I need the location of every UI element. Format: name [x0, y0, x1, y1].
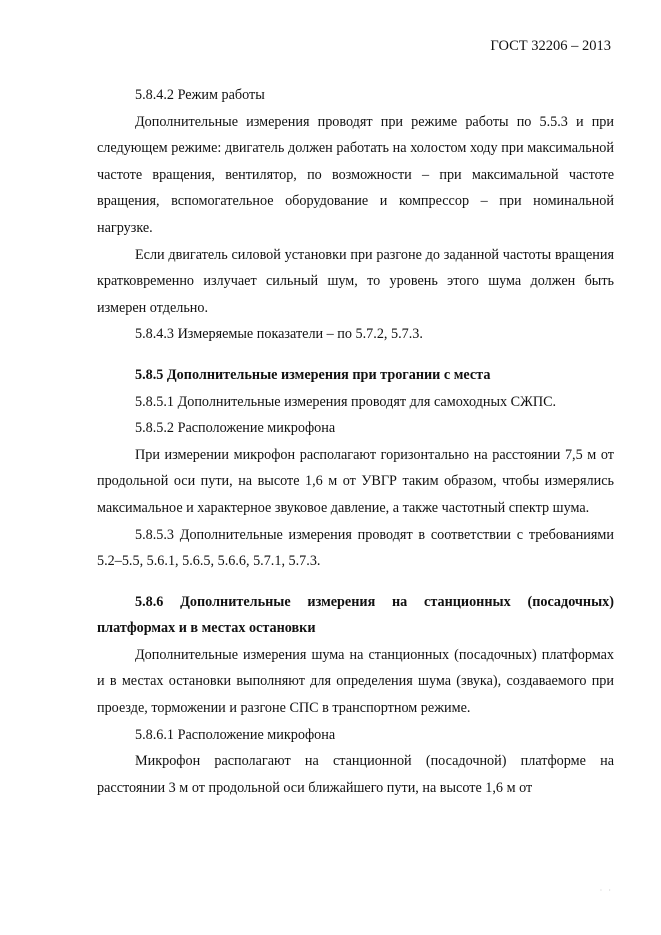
- subsection-5-8-6-1-heading: 5.8.6.1 Расположение микрофона: [135, 726, 336, 743]
- section-spacer: [97, 575, 614, 589]
- subsection-5-8-5-1-paragraph: 5.8.5.1 Дополнительные измерения проводят для самоходных СЖПС.: [135, 393, 557, 410]
- subsection-5-8-4-3-paragraph: 5.8.4.3 Измеряемые показатели – по 5.7.2, 5.7.3.: [135, 326, 423, 343]
- section-spacer: [97, 348, 614, 362]
- section-5-8-5-heading: 5.8.5 Дополнительные измерения при трогании с места: [135, 366, 491, 383]
- microphone-position-paragraph: При измерении микрофон располагают горизонтально на расстоянии 7,5 м от продольной оси пути, на высоте 1,6 м от УВГР таким образом, чтобы измерялись максимальное и характерное звуковое давление, а также частотный спектр шума.: [97, 446, 614, 516]
- operating-mode-paragraph: Дополнительные измерения проводят при режиме работы по 5.5.3 и при следующем режиме: двигатель должен работать на холостом ходу при максимальной частоте вращения, вентилятор, по возможности – при максимальной частоте вращения, вспомогательное оборудование и компрессор – при номинальной нагрузке.: [97, 113, 614, 236]
- engine-noise-paragraph: Если двигатель силовой установки при разгоне до заданной частоты вращения кратковременно излучает сильный шум, то уровень этого шума должен быть измерен отдельно.: [97, 246, 614, 316]
- subsection-5-8-4-2-heading: 5.8.4.2 Режим работы: [135, 87, 265, 103]
- subsection-5-8-5-2-heading: 5.8.5.2 Расположение микрофона: [135, 420, 336, 437]
- page-footer-marks: · ·: [599, 886, 613, 895]
- subsection-5-8-5-3-paragraph: 5.8.5.3 Дополнительные измерения проводят в соответствии с требованиями 5.2–5.5, 5.6.1, 5.6.5, 5.6.6, 5.7.1, 5.7.3.: [97, 526, 614, 570]
- platform-microphone-paragraph: Микрофон располагают на станционной (посадочной) платформе на расстоянии 3 м от продольной оси ближайшего пути, на высоте 1,6 м от: [97, 753, 614, 796]
- section-5-8-6-heading: 5.8.6 Дополнительные измерения на станционных (посадочных) платформах и в местах остановки: [97, 593, 614, 637]
- document-body: [97, 82, 614, 801]
- document-code-header: ГОСТ 32206 – 2013: [490, 38, 611, 54]
- platform-measurements-paragraph: Дополнительные измерения шума на станционных (посадочных) платформах и в местах остановки выполняют для определения шума (звука), создаваемого при проезде, торможении и разгоне СПС в транспортном режиме.: [97, 646, 614, 717]
